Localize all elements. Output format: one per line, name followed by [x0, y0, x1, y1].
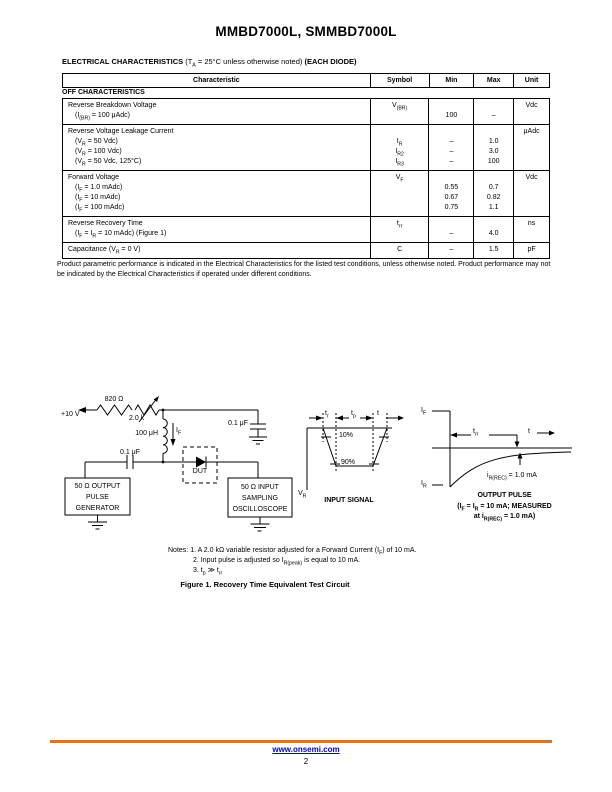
table-row — [63, 99, 549, 125]
inductor-label: 100 μH — [135, 430, 158, 437]
characteristics-table-header — [62, 73, 550, 88]
footer-website — [0, 745, 612, 754]
note-line-2: 2. Input pulse is adjusted so $I_{R(peak)}$ is equal to 10 mA. — [193, 557, 361, 567]
col-header-max: Max — [474, 74, 514, 87]
recovery-time-label: $t_{rr}$ — [473, 428, 479, 438]
cell-max: 4.0 — [474, 217, 514, 242]
ground-icon — [88, 515, 107, 529]
col-header-unit: Unit — [524, 77, 539, 84]
pulse-generator-label: 50 Ω OUTPUT PULSE GENERATOR — [74, 483, 121, 512]
note-line-3: 3. $t_p$ ≫ $t_{rr}$ — [193, 567, 223, 577]
table-row — [63, 171, 549, 217]
cell-characteristic: Capacitance ($V_R = 0$ V) — [63, 243, 371, 258]
footnote-paragraph: Product parametric performance is indicated in the Electrical Characteristics for the listed test conditions, unless otherwise noted. Product performance may not be indicated by the Electrical Characteristics if operated under different conditions. — [57, 261, 551, 278]
ground-icon — [251, 517, 270, 531]
cell-characteristic: Reverse Breakdown Voltage ($I_{(BR)} = 100$ μAdc) — [63, 99, 371, 124]
onsemi-link[interactable]: www.onsemi.com — [272, 745, 340, 754]
cell-max: 1.0 3.0 100 — [474, 125, 514, 170]
cell-characteristic: Reverse Recovery Time ($I_F = I_R = 10$ mAdc) (Figure 1) — [63, 217, 371, 242]
cell-symbol: $t_{rr}$ — [371, 217, 430, 242]
cell-unit: μAdc — [523, 128, 540, 135]
cell-max: 1.5 — [474, 243, 514, 258]
diode-icon — [196, 457, 206, 468]
table-row — [63, 243, 549, 258]
cell-max: 0.7 0.82 1.1 — [474, 171, 514, 216]
cell-characteristic: Reverse Voltage Leakage Current ($V_R = 50$ Vdc) ($V_R = 100$ Vdc) ($V_R = 50$ Vdc, 125°C) — [63, 125, 371, 170]
cell-symbol: $V_F$ — [371, 171, 430, 216]
irec-label: $i_{R(REC)} = 1.0$ mA — [487, 472, 537, 482]
page-title: MMBD7000L, SMMBD7000L — [215, 24, 397, 39]
table-group-label: OFF CHARACTERISTICS — [62, 89, 145, 96]
input-signal-caption: INPUT SIGNAL — [324, 497, 374, 504]
forward-current-label: $I_F$ — [176, 427, 182, 437]
cell-unit: Vdc — [525, 174, 538, 181]
ten-percent-label: 10% — [339, 432, 354, 439]
rise-time-label: $t_r$ — [325, 410, 329, 420]
cell-characteristic: Forward Voltage ($I_F = 1.0$ mAdc) ($I_F = 10$ mAdc) ($I_F = 100$ mAdc) — [63, 171, 371, 216]
if-level-label: $I_F$ — [421, 407, 427, 417]
supply-voltage-label: +10 V — [61, 411, 80, 418]
cell-symbol: $V_{(BR)}$ — [371, 99, 430, 124]
resistor-variable-label: 2.0 k — [129, 415, 145, 422]
cell-symbol: $I_R$ $I_{R2}$ $I_{R3}$ — [371, 125, 430, 170]
col-header-characteristic: Characteristic — [63, 74, 371, 87]
cell-min: 100 — [429, 99, 474, 124]
resistor-820-icon — [97, 405, 132, 415]
inductor-icon — [163, 419, 167, 453]
cell-unit: ns — [527, 220, 536, 227]
time-axis-label: t — [528, 428, 530, 435]
footer-divider — [50, 740, 552, 743]
table-row — [63, 217, 549, 243]
dut-label: DUT — [192, 468, 208, 475]
ninety-percent-label: 90% — [341, 459, 356, 466]
cell-symbol: C — [371, 243, 430, 258]
table-row — [63, 125, 549, 171]
ground-icon — [249, 437, 267, 444]
cell-min: 0.55 0.67 0.75 — [429, 171, 474, 216]
reverse-voltage-label: $V_R$ — [298, 490, 307, 500]
resistor-variable-icon — [135, 405, 159, 415]
cell-min: – — [429, 217, 474, 242]
time-axis-label: t — [377, 410, 379, 417]
figure-notes — [168, 546, 488, 576]
section-heading: ELECTRICAL CHARACTERISTICS ($T_A = 25^\circ C$ unless otherwise noted) (EACH DIODE) — [62, 57, 357, 69]
figure-caption: Figure 1. Recovery Time Equivalent Test Circuit — [180, 580, 350, 589]
col-header-symbol: Symbol — [371, 74, 430, 87]
oscilloscope-label: 50 Ω INPUT SAMPLING OSCILLOSCOPE — [232, 484, 288, 513]
resistor-820-label: 820 Ω — [104, 396, 124, 403]
cell-unit: Vdc — [525, 102, 538, 109]
cell-min: – — [429, 243, 474, 258]
note-line-1: Notes: 1. A 2.0 kΩ variable resistor adjusted for a Forward Current $(I_F)$ of 10 mA. — [168, 547, 417, 557]
capacitor-left-label: 0.1 μF — [120, 449, 140, 456]
figure1-circuit-diagram — [40, 395, 575, 545]
cell-max: – — [474, 99, 514, 124]
characteristics-table-body — [62, 98, 550, 259]
capacitor-right-label: 0.1 μF — [228, 420, 248, 427]
col-header-min: Min — [430, 74, 475, 87]
figure1-test-circuit — [40, 395, 575, 545]
output-pulse-caption: OUTPUT PULSE ($I_F = I_R = 10$ mA; MEASURED at $i_{R(REC)} = 1.0$ mA) — [457, 492, 552, 523]
pulse-width-label: $t_p$ — [351, 410, 356, 420]
ir-level-label: $I_R$ — [421, 480, 427, 490]
page-number: 2 — [303, 757, 309, 766]
cell-min: – – – — [429, 125, 474, 170]
input-signal-waveform — [307, 413, 404, 490]
cell-unit: pF — [527, 246, 536, 253]
